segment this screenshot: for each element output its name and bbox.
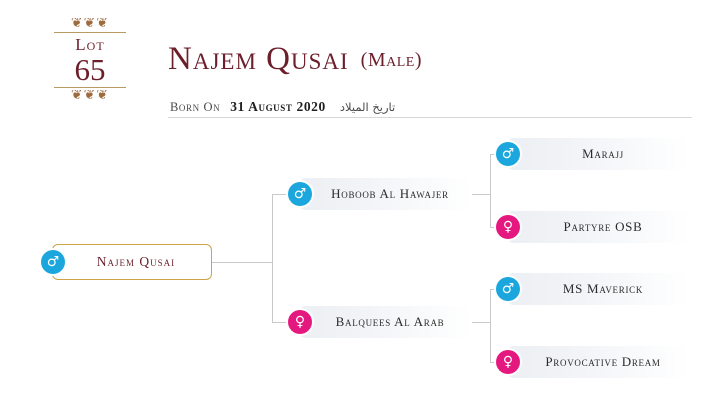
connector-dam-vertical bbox=[490, 289, 491, 362]
connector-subject-out bbox=[212, 262, 272, 263]
pedigree-node-label: Marajj bbox=[582, 146, 624, 161]
birth-date-line bbox=[170, 98, 395, 116]
connector-subject-vertical bbox=[272, 194, 273, 322]
female-symbol-icon: ♀ bbox=[496, 350, 520, 374]
pedigree-node-sire-sire[interactable] bbox=[501, 138, 690, 170]
pedigree-node-label: MS Maverick bbox=[562, 281, 644, 296]
lot-badge bbox=[36, 18, 144, 102]
connector-sire-vertical bbox=[490, 154, 491, 227]
pedigree-node-dam-sire[interactable] bbox=[501, 273, 690, 305]
connector-sire-out bbox=[472, 194, 490, 195]
divider-bottom bbox=[54, 87, 126, 88]
ornament-bottom-icon: ❦❦❦ bbox=[70, 90, 110, 103]
ornament-top-icon: ❦❦❦ bbox=[70, 18, 110, 31]
pedigree-node-label: Hoboob Al Hawajer bbox=[331, 186, 449, 201]
divider-top bbox=[54, 32, 126, 33]
page-header bbox=[0, 0, 727, 118]
male-symbol-icon: ♂ bbox=[496, 277, 520, 301]
pedigree-node-label: Provocative Dream bbox=[545, 354, 661, 369]
pedigree-node-dam[interactable] bbox=[294, 306, 472, 338]
male-symbol-icon: ♂ bbox=[41, 250, 65, 274]
lot-number: 65 bbox=[74, 52, 106, 87]
pedigree-chart bbox=[0, 118, 727, 415]
pedigree-node-sire-dam[interactable] bbox=[502, 211, 690, 243]
lot-label: Lot bbox=[75, 35, 105, 54]
pedigree-node-label: Partyre OSB bbox=[563, 219, 643, 234]
pedigree-node-sire[interactable] bbox=[293, 178, 472, 210]
page-title bbox=[168, 40, 422, 78]
born-label: Born On bbox=[170, 100, 221, 114]
female-symbol-icon: ♀ bbox=[288, 310, 312, 334]
male-symbol-icon: ♂ bbox=[496, 142, 520, 166]
born-date: 31 August 2020 bbox=[230, 99, 326, 114]
horse-sex: (Male) bbox=[360, 49, 422, 71]
pedigree-node-label: Balquees Al Arab bbox=[335, 314, 445, 329]
female-symbol-icon: ♀ bbox=[496, 215, 520, 239]
born-label-arabic: تاريخ الميلاد bbox=[339, 100, 396, 114]
pedigree-node-dam-dam[interactable] bbox=[502, 346, 690, 378]
pedigree-node-label: Najem Qusai bbox=[96, 254, 176, 269]
male-symbol-icon: ♂ bbox=[288, 182, 312, 206]
horse-name: Najem Qusai bbox=[168, 41, 349, 77]
connector-dam-out bbox=[472, 322, 490, 323]
pedigree-node-subject[interactable] bbox=[46, 244, 212, 280]
